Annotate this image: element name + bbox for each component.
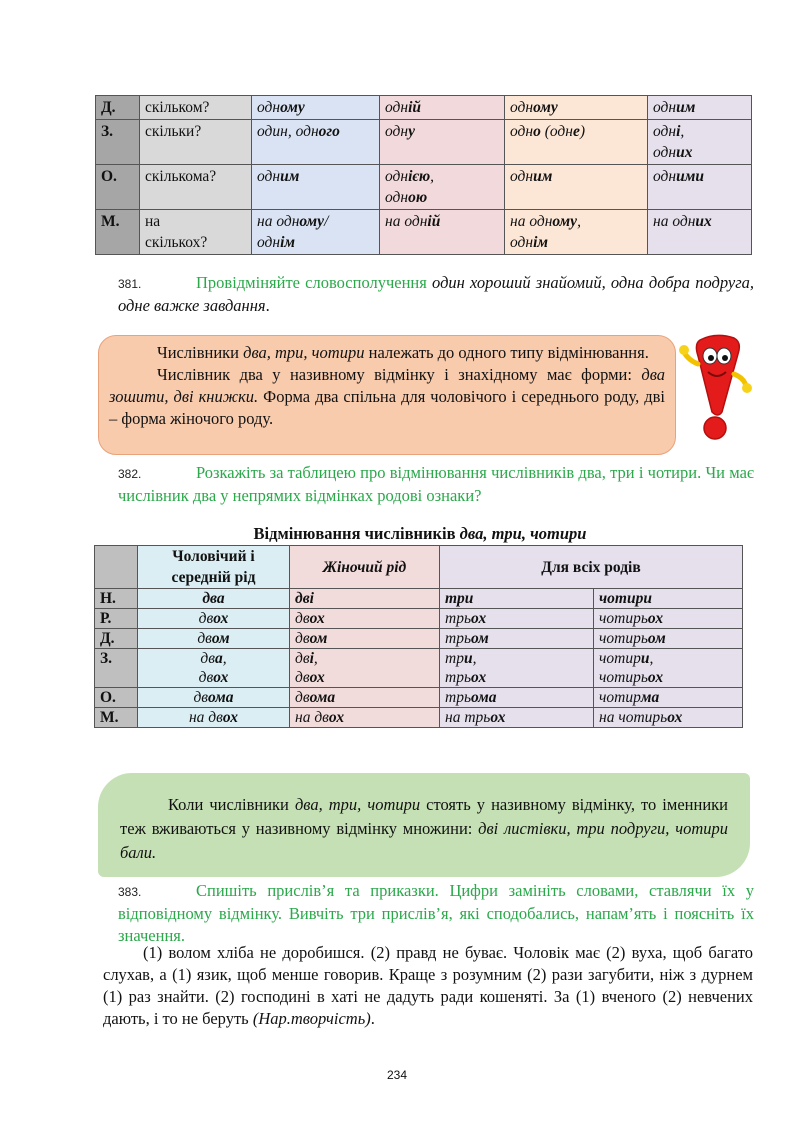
declension-table-one xyxy=(95,95,752,255)
masculine-form: один, одного xyxy=(252,120,380,165)
case-question: скільки? xyxy=(140,120,252,165)
case-label: Д. xyxy=(95,629,138,649)
table-row xyxy=(95,589,743,609)
masc-neut-form: два xyxy=(138,589,290,609)
case-label: Д. xyxy=(96,96,140,120)
plural-form: одним xyxy=(648,96,752,120)
header-empty-cell xyxy=(95,546,138,589)
proverbs-text xyxy=(103,942,753,1030)
three-form: на трьох xyxy=(440,708,594,728)
feminine-form: одній xyxy=(380,96,505,120)
four-form: чотирма xyxy=(594,688,743,708)
exercise-phrases: один хороший знайомий, одна добра подруга, одне важке завдання xyxy=(118,273,755,315)
rule-paragraph: Коли числівники два, три, чотири стоять у називному відмінку, то іменники теж вживаються у називному відмінку множини: дві листівки, три подруги, чотири бали. xyxy=(120,795,728,862)
rule-paragraph: Числівник два у називному відмінку і знахідному має форми: два зошити, дві книжки. Форма два спільна для чоловічого і середнього роду, дві – форма жіночого роду. xyxy=(109,365,665,428)
three-form: трьох xyxy=(440,609,594,629)
neuter-form: одному xyxy=(505,96,648,120)
three-form: три, трьох xyxy=(440,649,594,688)
table-row xyxy=(96,96,752,120)
exercise-number: 383. xyxy=(118,885,142,899)
three-form: трьом xyxy=(440,629,594,649)
case-question: на скількох? xyxy=(140,210,252,255)
four-form: чотирьом xyxy=(594,629,743,649)
case-label: О. xyxy=(96,165,140,210)
exercise-381: 381. Провідміняйте словосполучення один хороший знайомий, одна добра подруга, одне важке завдання. xyxy=(118,273,755,315)
masc-neut-form: двом xyxy=(138,629,290,649)
exercise-number: 381. xyxy=(118,277,142,291)
case-question: скількома? xyxy=(140,165,252,210)
masc-neut-form: два, двох xyxy=(138,649,290,688)
header-all-genders: Для всіх родів xyxy=(440,546,743,589)
rule-paragraph: Числівники два, три, чотири належать до одного типу відмінювання. xyxy=(157,343,649,362)
four-form: на чотирьох xyxy=(594,708,743,728)
masc-neut-form: на двох xyxy=(138,708,290,728)
plural-form: одними xyxy=(648,165,752,210)
masc-neut-form: двома xyxy=(138,688,290,708)
header-masculine-neuter: Чоловічий і середній рід xyxy=(138,546,290,589)
feminine-form: одну xyxy=(380,120,505,165)
rule-box-numerals xyxy=(98,335,676,455)
table-row xyxy=(96,165,752,210)
plural-form: одні, одних xyxy=(648,120,752,165)
case-label: Р. xyxy=(95,609,138,629)
table-row xyxy=(95,629,743,649)
exercise-task: Спишіть прислів’я та приказки. Цифри замініть словами, ставлячи їх у відповідному відмінку. Вивчіть три прислів’я, які сподобались, напам’ять і поясніть їх значення. xyxy=(118,881,754,945)
exclamation-mascot-icon xyxy=(678,330,754,442)
case-label: Н. xyxy=(95,589,138,609)
exercise-383 xyxy=(118,880,754,947)
masculine-form: одному xyxy=(252,96,380,120)
case-label: З. xyxy=(96,120,140,165)
case-label: М. xyxy=(96,210,140,255)
feminine-form: на одній xyxy=(380,210,505,255)
feminine-form: двох xyxy=(290,609,440,629)
case-question: скільком? xyxy=(140,96,252,120)
four-form: чотири, чотирьох xyxy=(594,649,743,688)
feminine-form: дві, двох xyxy=(290,649,440,688)
table-caption: Відмінювання числівників два, три, чотири xyxy=(253,524,587,543)
exercise-382 xyxy=(118,462,754,507)
declension-table-two xyxy=(94,545,743,728)
exercise-number: 382. xyxy=(118,467,142,481)
header-feminine: Жіночий рід xyxy=(290,546,440,589)
case-label: М. xyxy=(95,708,138,728)
four-form: чотири xyxy=(594,589,743,609)
feminine-form: на двох xyxy=(290,708,440,728)
feminine-form: двома xyxy=(290,688,440,708)
proverbs-paragraph: (1) волом хліба не доробишся. (2) правд не буває. Чоловік має (2) вуха, щоб багато слухав, а (1) язик, щоб менше говорив. Краще з розумним (2) рази загубити, ніж з дурнем (1) раз знайти. (2) господині в хаті не дадуть ради кошеняті. За (1) вченого (2) невчених дають, і то не беруть (Нар.творчість). xyxy=(103,943,753,1028)
neuter-form: одним xyxy=(505,165,648,210)
table-row xyxy=(95,708,743,728)
neuter-form: одно (одне) xyxy=(505,120,648,165)
case-label: О. xyxy=(95,688,138,708)
source-note: (Нар.творчість) xyxy=(252,1009,371,1028)
table-header-row xyxy=(95,546,743,589)
table-row xyxy=(95,649,743,688)
case-label: З. xyxy=(95,649,138,688)
feminine-form: двом xyxy=(290,629,440,649)
page-number: 234 xyxy=(386,1068,408,1082)
table-row xyxy=(95,688,743,708)
three-form: три xyxy=(440,589,594,609)
exercise-task: Розкажіть за таблицею про відмінювання числівників два, три і чотири. Чи має числівник два у непрямих відмінках родові ознаки? xyxy=(118,463,754,505)
table-row xyxy=(96,210,752,255)
table-row xyxy=(95,609,743,629)
exercise-task: Провідміняйте словосполучення xyxy=(196,273,427,292)
masculine-form: на одному/ однім xyxy=(252,210,380,255)
masculine-form: одним xyxy=(252,165,380,210)
feminine-form: дві xyxy=(290,589,440,609)
three-form: трьома xyxy=(440,688,594,708)
neuter-form: на одному, однім xyxy=(505,210,648,255)
feminine-form: однією, одною xyxy=(380,165,505,210)
plural-form: на одних xyxy=(648,210,752,255)
four-form: чотирьох xyxy=(594,609,743,629)
table-row xyxy=(96,120,752,165)
rule-box-nouns xyxy=(98,773,750,877)
masc-neut-form: двох xyxy=(138,609,290,629)
